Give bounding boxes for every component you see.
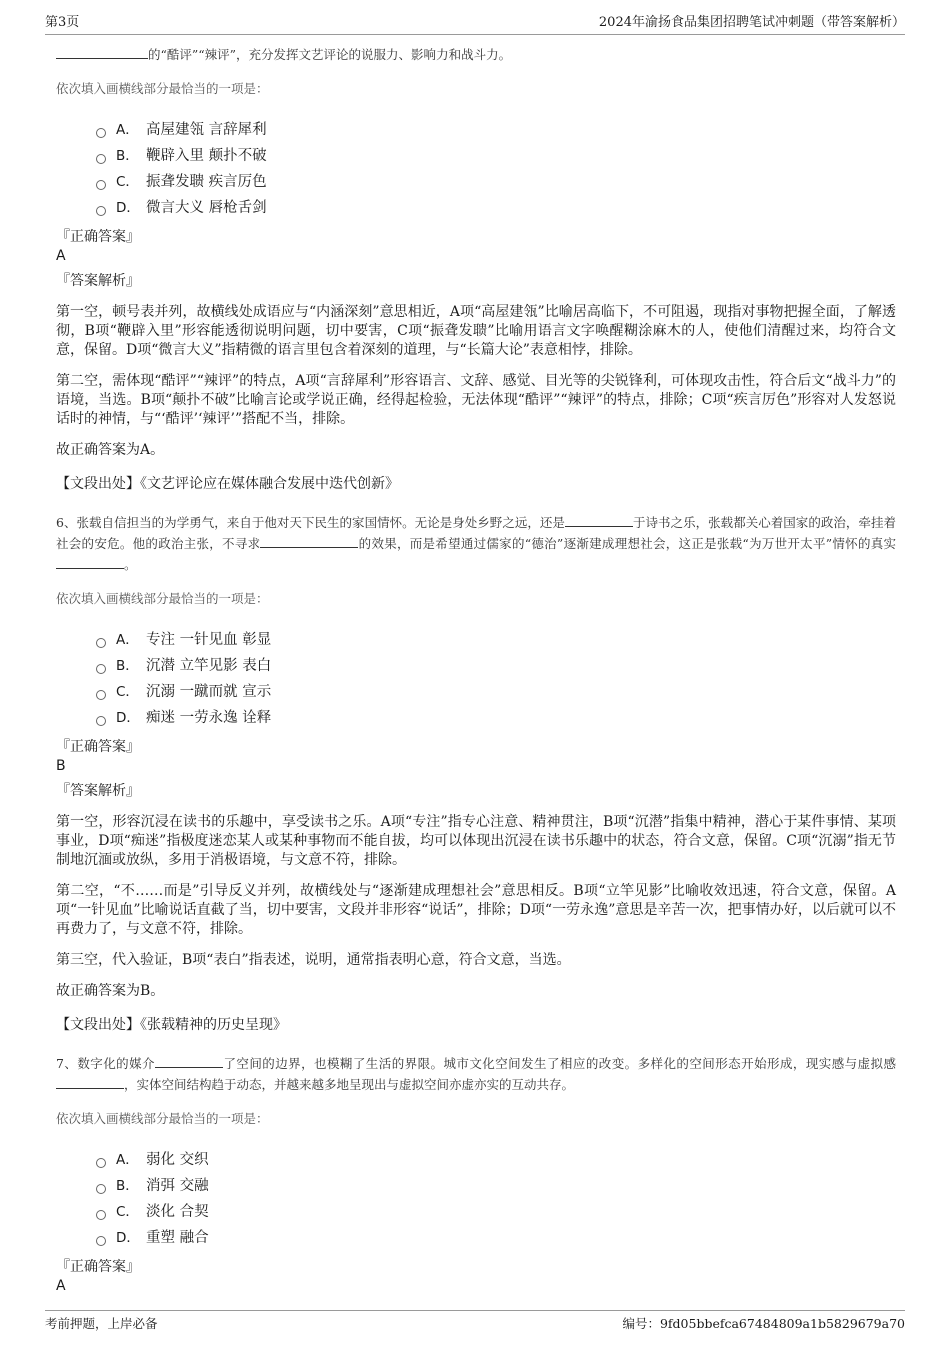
- question-prompt: 依次填入画横线部分最恰当的一项是：: [56, 591, 269, 606]
- option-c[interactable]: C． 沉溺 一蹴而就 宣示: [96, 679, 896, 705]
- analysis-label: 『答案解析』: [56, 273, 140, 289]
- question-prompt: 依次填入画横线部分最恰当的一项是：: [56, 81, 269, 96]
- option-b[interactable]: B． 鞭辟入里 颠扑不破: [96, 143, 896, 169]
- analysis-paragraph: 第一空，顿号表并列，故横线处成语应与“内涵深刻”意思相近，A项“高屋建瓴”比喻居高临下，不可阻遏，现指对事物把握全面，了解透彻，B项“鞭辟入里”形容能透彻说明问题，切中要害，C项“振聋发聩”比喻用语言文字唤醒糊涂麻木的人，使他们清醒过来，均符合文意，保留。D项“微言大义”指精微的语言里包含着深刻的道理，与“长篇大论”表意相悖，排除。: [56, 304, 896, 358]
- analysis-paragraph: 第二空，需体现“酷评”“辣评”的特点，A项“言辞犀利”形容语言、文辞、感觉、目光等的尖锐锋利，可体现攻击性，符合后文“战斗力”的语境，当选。B项“颠扑不破”比喻言论或学说正确，经得起检验，无法体现“酷评”“辣评”的特点，排除；C项“疾言厉色”形容对人发怒说话时的神情，与“‘酷评’‘辣评’”搭配不当，排除。: [56, 373, 896, 427]
- radio-icon[interactable]: [96, 154, 106, 164]
- blank-line: [56, 1074, 124, 1089]
- radio-icon[interactable]: [96, 1236, 106, 1246]
- analysis-paragraph: 故正确答案为A。: [56, 442, 165, 458]
- page-header: [45, 14, 905, 35]
- question-text: 7、数字化的媒介 了空间的边界，也模糊了生活的界限。城市文化空间发生了相应的改变。多样化的空间形态开始形成，现实感与虚拟感，实体空间结构趋于动态，并越来越多地呈现出与虚拟空间亦虚亦实的互动共存。: [56, 1053, 896, 1095]
- option-d[interactable]: D． 重塑 融合: [96, 1225, 896, 1251]
- option-b[interactable]: B． 沉潜 立竿见影 表白: [96, 653, 896, 679]
- footer-slogan: 考前押题，上岸必备: [45, 1316, 158, 1331]
- analysis-paragraph: 第二空，“不……而是”引导反义并列，故横线处与“逐渐建成理想社会”意思相反。B项“立竿见影”比喻收效迅速，符合文意，保留。A项“一针见血”比喻说话直截了当，切中要害，文段并非形容“说话”，排除；D项“一劳永逸”意思是辛苦一次，把事情办好，以后就可以不再费力了，与文意不符，排除。: [56, 883, 896, 937]
- radio-icon[interactable]: [96, 638, 106, 648]
- analysis-paragraph: 故正确答案为B。: [56, 983, 165, 999]
- radio-icon[interactable]: [96, 716, 106, 726]
- source-citation: 【文段出处】《文艺评论应在媒体融合发展中迭代创新》: [56, 476, 399, 492]
- blank-line: [260, 533, 358, 548]
- page-footer: [45, 1310, 905, 1337]
- option-list: [96, 627, 896, 731]
- question-6: [56, 512, 896, 1035]
- answer-value: A: [56, 1278, 66, 1294]
- question-text: 6、张载自信担当的为学勇气，来自于他对天下民生的家国情怀。无论是身处乡野之远，还是 于诗书之乐，张载都关心着国家的政治，牵挂着社会的安危。他的政治主张，不寻求 的效果，而是希望通过儒家的“德治”逐渐建成理想社会，这正是张载“为万世开太平”情怀的真实。: [56, 512, 896, 575]
- document-title: 2024年渝扬食品集团招聘笔试冲刺题（带答案解析）: [598, 15, 905, 30]
- blank-line: [155, 1053, 223, 1068]
- analysis-label: 『答案解析』: [56, 783, 140, 799]
- option-list: [96, 1147, 896, 1251]
- radio-icon[interactable]: [96, 1210, 106, 1220]
- source-citation: 【文段出处】《张载精神的历史呈现》: [56, 1017, 287, 1033]
- blank-line: [56, 554, 124, 569]
- radio-icon[interactable]: [96, 1184, 106, 1194]
- option-a[interactable]: A． 高屋建瓴 言辞犀利: [96, 117, 896, 143]
- option-c[interactable]: C． 振聋发聩 疾言厉色: [96, 169, 896, 195]
- option-d[interactable]: D． 微言大义 唇枪舌剑: [96, 195, 896, 221]
- answer-value: A: [56, 248, 66, 264]
- blank-line: [56, 44, 148, 59]
- answer-label: 『正确答案』: [56, 739, 140, 755]
- question-prompt: 依次填入画横线部分最恰当的一项是：: [56, 1111, 269, 1126]
- option-a[interactable]: A． 专注 一针见血 彰显: [96, 627, 896, 653]
- option-a[interactable]: A． 弱化 交织: [96, 1147, 896, 1173]
- option-d[interactable]: D． 痴迷 一劳永逸 诠释: [96, 705, 896, 731]
- document-id: 编号：9fd05bbefca67484809a1b5829679a70: [622, 1316, 905, 1331]
- page-number: 第3页: [45, 15, 80, 30]
- answer-label: 『正确答案』: [56, 1259, 140, 1275]
- option-c[interactable]: C． 淡化 合契: [96, 1199, 896, 1225]
- answer-value: B: [56, 758, 66, 774]
- analysis-paragraph: 第三空，代入验证，B项“表白”指表述，说明，通常指表明心意，符合文意，当选。: [56, 952, 571, 968]
- radio-icon[interactable]: [96, 690, 106, 700]
- analysis-paragraph: 第一空，形容沉浸在读书的乐趣中，享受读书之乐。A项“专注”指专心注意、精神贯注，B项“沉潜”指集中精神，潜心于某件事情、某项事业，D项“痴迷”指极度迷恋某人或某种事物而不能自拔，均可以体现出沉浸在读书乐趣中的状态，符合文意，保留。C项“沉溺”指无节制地沉湎或放纵，多用于消极语境，与文意不符，排除。: [56, 814, 896, 868]
- radio-icon[interactable]: [96, 128, 106, 138]
- answer-label: 『正确答案』: [56, 229, 140, 245]
- page-content: [56, 44, 896, 1295]
- question-5: [56, 44, 896, 494]
- radio-icon[interactable]: [96, 180, 106, 190]
- radio-icon[interactable]: [96, 206, 106, 216]
- question-7: [56, 1053, 896, 1295]
- option-list: [96, 117, 896, 221]
- radio-icon[interactable]: [96, 1158, 106, 1168]
- radio-icon[interactable]: [96, 664, 106, 674]
- blank-line: [565, 512, 633, 527]
- question-text: 的“酷评”“辣评”，充分发挥文艺评论的说服力、影响力和战斗力。: [56, 44, 896, 65]
- option-b[interactable]: B． 消弭 交融: [96, 1173, 896, 1199]
